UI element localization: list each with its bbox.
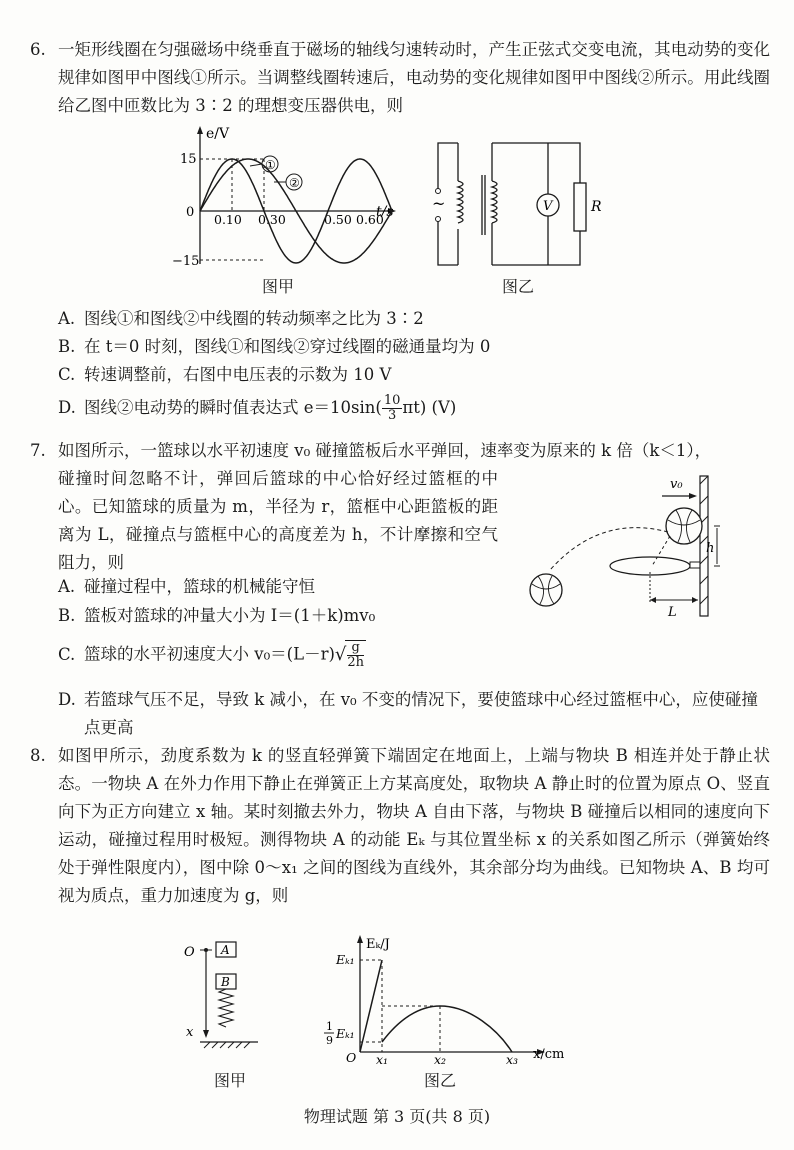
y-axis-label: e/V — [206, 126, 230, 142]
resistor-label: R — [591, 199, 602, 215]
question-7-option-b[interactable] — [58, 603, 375, 629]
question-number: 8. — [30, 746, 46, 765]
height-label: h — [706, 541, 715, 556]
ninth-numerator: 1 — [326, 1020, 333, 1033]
figure-8b-kinetic-energy-graph — [320, 934, 564, 1064]
ek-line-segment — [360, 960, 382, 1052]
page-footer: 物理试题 第 3 页(共 8 页) — [303, 1107, 491, 1126]
question-6 — [30, 36, 770, 120]
distance-label: L — [668, 605, 677, 620]
question-6-option-c[interactable] — [58, 362, 391, 388]
ninth-ek1-label: Eₖ₁ — [336, 1026, 355, 1041]
figure-6b-caption: 图乙 — [502, 277, 535, 296]
figure-7-basketball — [520, 474, 720, 624]
basketball-at-board-icon — [666, 508, 702, 544]
figure-6a-emf-graph — [170, 124, 400, 272]
question-number: 7. — [30, 441, 46, 460]
question-6-option-b[interactable] — [58, 334, 490, 360]
block-b-label: B — [221, 975, 230, 989]
option-label: B. — [58, 337, 76, 356]
fraction-denominator: 3 — [387, 408, 397, 423]
x-axis-label: t/s — [376, 204, 394, 220]
y-tick-0: 0 — [186, 205, 195, 220]
fraction-denominator: 2h — [347, 655, 365, 670]
sqrt-icon: √ — [334, 644, 347, 665]
question-8-stem — [30, 742, 770, 910]
figure-6b-transformer-circuit — [428, 135, 604, 270]
y-tick-minus15: −15 — [172, 254, 200, 269]
resistor-icon — [574, 183, 586, 231]
ac-source-icon: ~ — [432, 194, 446, 213]
x-tick-060: 0.60 — [356, 212, 384, 227]
origin-label: O — [184, 945, 195, 960]
option-text-suffix: πt) (V) — [402, 398, 457, 417]
x-axis-label: x/cm — [533, 1047, 564, 1062]
secondary-coil-icon — [492, 181, 497, 223]
figure-8a-caption: 图甲 — [214, 1071, 247, 1090]
sqrt-body — [345, 640, 366, 670]
option-label: A. — [58, 577, 76, 596]
option-label: D. — [58, 398, 76, 417]
x2-tick-label: x₂ — [434, 1052, 447, 1064]
ek1-tick-label: Eₖ₁ — [336, 952, 355, 967]
y-tick-15: 15 — [180, 152, 197, 167]
ek-curve — [382, 1006, 512, 1052]
x-tick-050: 0.50 — [324, 212, 352, 227]
spring-icon — [219, 989, 233, 1027]
option-text: 在 t＝0 时刻，图线①和图线②穿过线圈的磁通量均为 0 — [84, 337, 491, 356]
x-tick-010: 0.10 — [214, 212, 242, 227]
curve-2-label: ② — [289, 176, 300, 190]
basketball-flying-icon — [530, 574, 562, 606]
option-label: A. — [58, 309, 76, 328]
y-axis-label: Eₖ/J — [366, 937, 390, 952]
figure-8a-spring-blocks — [180, 940, 270, 1060]
option-label: C. — [58, 365, 76, 384]
velocity-label: v₀ — [670, 477, 683, 492]
option-text: 图线①和图线②中线圈的转动频率之比为 3∶2 — [84, 309, 424, 328]
x1-tick-label: x₁ — [376, 1052, 389, 1064]
question-number: 6. — [30, 40, 46, 59]
question-text-part: 如图所示，一篮球以水平初速度 v₀ 碰撞篮板后水平弹回，速率变为原来的 k 倍（k＜1）， — [58, 441, 712, 460]
question-text: 一矩形线圈在匀强磁场中绕垂直于磁场的轴线匀速转动时，产生正弦式交变电流，其电动势的变化规律如图甲中图线①所示。当调整线圈转速后，电动势的变化规律如图甲中图线②所示。用此线圈给乙图中匝数比为 3∶2 的理想变压器供电，则 — [58, 40, 770, 115]
question-text: 如图甲所示，劲度系数为 k 的竖直轻弹簧下端固定在地面上，上端与物块 B 相连并处于静止状态。一物块 A 在外力作用下静止在弹簧正上方某高度处，取物块 A 静止时的位置为原点 O、竖直向下为正方向建立 x 轴。某时刻撤去外力，物块 A 自由下落，与物块 B 碰撞后以相同的速度向下运动，碰撞过程用时极短。测得物块 A 的动能 Eₖ 与其位置坐标 x 的关系如图乙所示（弹簧始终处于弹性限度内），图中除 0～x₁ 之间的图线为直线外，其余部分均为曲线。已知物块 A、B 均可视为质点，重力加速度为 g，则 — [58, 746, 770, 905]
x-tick-030: 0.30 — [258, 212, 286, 227]
origin-label: O — [346, 1050, 357, 1064]
primary-coil-icon — [458, 181, 463, 223]
question-8 — [30, 742, 770, 910]
option-label: C. — [58, 644, 76, 664]
fraction — [382, 394, 403, 423]
x-axis-label: x — [186, 1025, 194, 1040]
option-text: 转速调整前，右图中电压表的示数为 10 V — [84, 365, 392, 384]
voltmeter-label: V — [543, 199, 553, 214]
ninth-denominator: 9 — [326, 1034, 333, 1047]
question-6-option-d[interactable] — [58, 394, 456, 423]
figure-6a-caption: 图甲 — [262, 277, 295, 296]
question-7-option-d[interactable] — [58, 686, 758, 742]
option-text-prefix: 图线②电动势的瞬时值表达式 e＝10sin( — [84, 398, 382, 417]
question-7-option-a[interactable] — [58, 574, 315, 600]
question-text-part: 碰撞时间忽略不计，弹回后篮球的中心恰好经过篮框的中心。已知篮球的质量为 m，半径为 r，篮框中心距篮板的距离为 L，碰撞点与篮框中心的高度差为 h，不计摩擦和空气阻力，则 — [58, 469, 498, 572]
question-6-option-a[interactable] — [58, 306, 424, 332]
question-6-stem — [30, 36, 770, 120]
option-label: B. — [58, 606, 76, 625]
fraction — [347, 641, 364, 670]
x3-tick-label: x₃ — [506, 1052, 519, 1064]
option-text-prefix: 篮球的水平初速度大小 v₀＝(L－r) — [84, 644, 335, 664]
figure-8b-caption: 图乙 — [424, 1071, 457, 1090]
block-a-label: A — [221, 943, 230, 957]
option-text: 碰撞过程中，篮球的机械能守恒 — [84, 577, 315, 596]
option-text: 若篮球气压不足，导致 k 减小，在 v₀ 不变的情况下，要使篮球中心经过篮框中心，应使碰撞点更高 — [84, 690, 758, 737]
fraction-numerator: g — [347, 641, 364, 656]
curve-1-label: ① — [265, 158, 276, 172]
option-text: 篮板对篮球的冲量大小为 I＝(1＋k)mv₀ — [84, 606, 376, 625]
option-label: D. — [58, 690, 76, 709]
fraction-numerator: 10 — [383, 393, 401, 408]
question-7-option-c[interactable] — [58, 640, 366, 670]
